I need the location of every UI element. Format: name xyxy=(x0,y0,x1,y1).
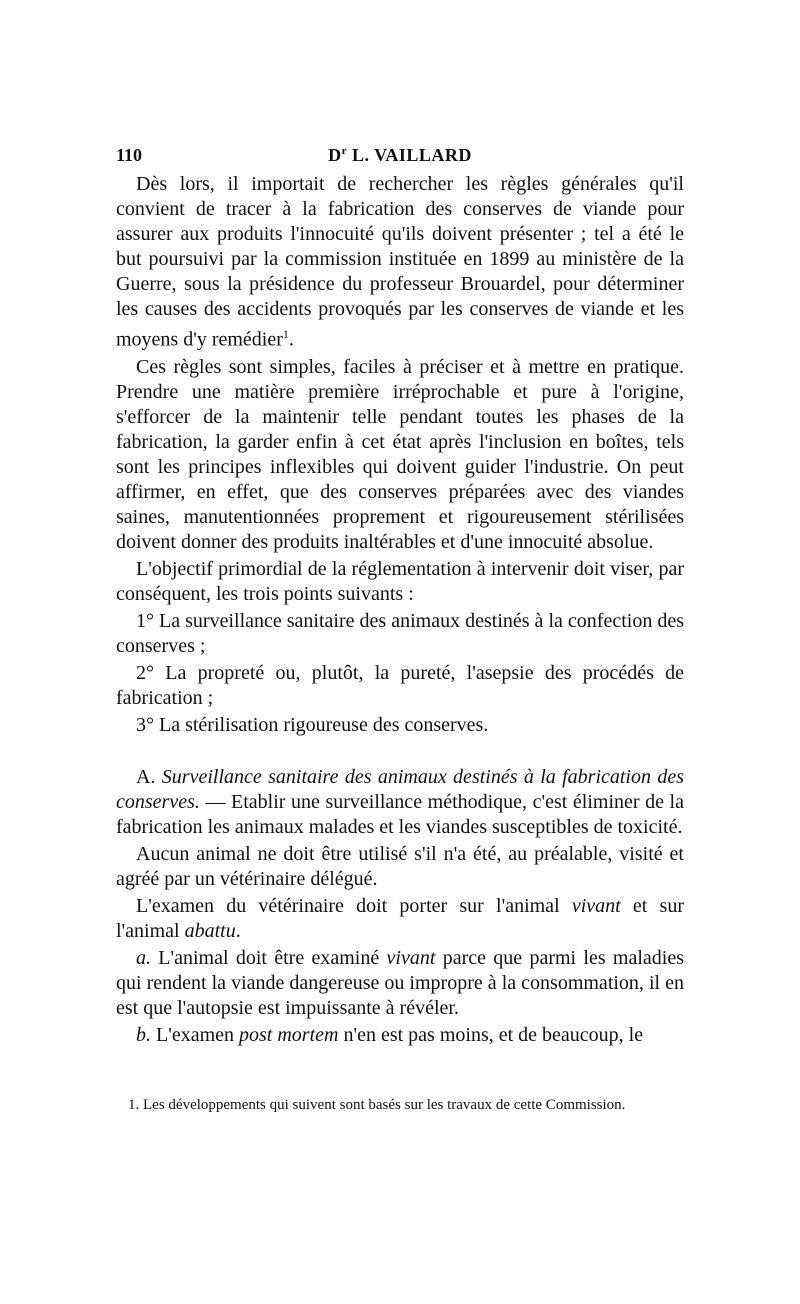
page-header xyxy=(116,145,684,171)
footnote: 1. Les développements qui suivent sont basés sur les travaux de cette Commission. xyxy=(128,1097,626,1113)
p10-letter: a. xyxy=(136,946,151,969)
p11-part-b: L'examen xyxy=(151,1023,240,1046)
p11-part-d: n'en est pas moins, et de beaucoup, le xyxy=(338,1023,644,1046)
page-number: 110 xyxy=(116,145,143,165)
p9-emphasis-abattu: abattu xyxy=(184,919,236,942)
paragraph-3: L'objectif primordial de la réglementation à intervenir doit viser, par conséquent, les trois points suivants : xyxy=(116,557,684,605)
p10-part-d: parce que parmi les maladies qui rendent la viande dangereuse ou impropre à la consommation, il en est que l'autopsie est impuissante à révéler. xyxy=(116,946,685,1019)
paragraph-11 xyxy=(116,1023,684,1048)
section-a xyxy=(116,765,684,840)
paragraph-1 xyxy=(116,172,684,353)
paragraph-1-end: . xyxy=(288,328,294,351)
author-name: L. VAILLARD xyxy=(347,145,472,165)
list-item-1: 1° La surveillance sanitaire des animaux destinés à la confection des conserves ; xyxy=(116,609,684,657)
list-item-3: 3° La stérilisation rigoureuse des conserves. xyxy=(136,713,489,736)
p11-letter: b. xyxy=(136,1023,151,1046)
paragraph-2: Ces règles sont simples, faciles à préciser et à mettre en pratique. Prendre une matière première irréprochable et pure à l'origine, s'efforcer de la maintenir telle pendant toutes les phases de la fabrication, la garder enfin à cet état après l'inclusion en boîtes, tels sont les principes inflexibles qui doivent guider l'industrie. On peut affirmer, en effet, que des conserves préparées avec des viandes saines, manutentionnées proprement et rigoureusement stérilisées doivent donner des produits inaltérables et d'une innocuité absolue. xyxy=(116,355,684,553)
paragraph-9 xyxy=(116,894,684,944)
p11-emphasis-post-mortem: post mortem xyxy=(239,1023,339,1046)
p9-part-c: et sur l'animal xyxy=(116,894,684,942)
author-title-superscript: r xyxy=(341,145,347,157)
section-a-text: — Etablir une surveillance méthodique, c'est éliminer de la fabrication les animaux malades et les viandes susceptibles de toxicité. xyxy=(116,790,684,838)
p10-emphasis-vivant: vivant xyxy=(386,946,436,969)
p9-emphasis-vivant: vivant xyxy=(571,894,621,917)
p10-part-b: L'animal doit être examiné xyxy=(151,946,387,969)
p9-part-a: L'examen du vétérinaire doit porter sur l'animal xyxy=(136,894,572,917)
section-a-title: Surveillance sanitaire des animaux destinés à la fabrication des conserves. xyxy=(116,765,684,813)
paragraph-8: Aucun animal ne doit être utilisé s'il n'a été, au préalable, visité et agréé par un vétérinaire délégué. xyxy=(116,842,684,890)
section-a-letter: A. xyxy=(136,765,162,788)
list-item-2: 2° La propreté ou, plutôt, la pureté, l'asepsie des procédés de fabrication ; xyxy=(116,661,684,709)
author-prefix: D xyxy=(328,145,342,165)
p9-part-e: . xyxy=(235,919,241,942)
paragraph-10 xyxy=(116,946,684,1021)
footnote-reference: 1 xyxy=(282,327,289,341)
paragraph-1-text: Dès lors, il importait de rechercher les règles générales qu'il convient de tracer à la fabrication des conserves de viande pour assurer aux produits l'innocuité qu'ils doivent présenter ; tel a été le but poursuivi par la commission instituée en 1899 au ministère de la Guerre, sous la présidence du professeur Brouardel, pour déterminer les causes des accidents provoqués par les conserves de viande et les moyens d'y remédier xyxy=(116,173,684,351)
running-head xyxy=(116,145,684,166)
main-text xyxy=(116,172,684,1048)
